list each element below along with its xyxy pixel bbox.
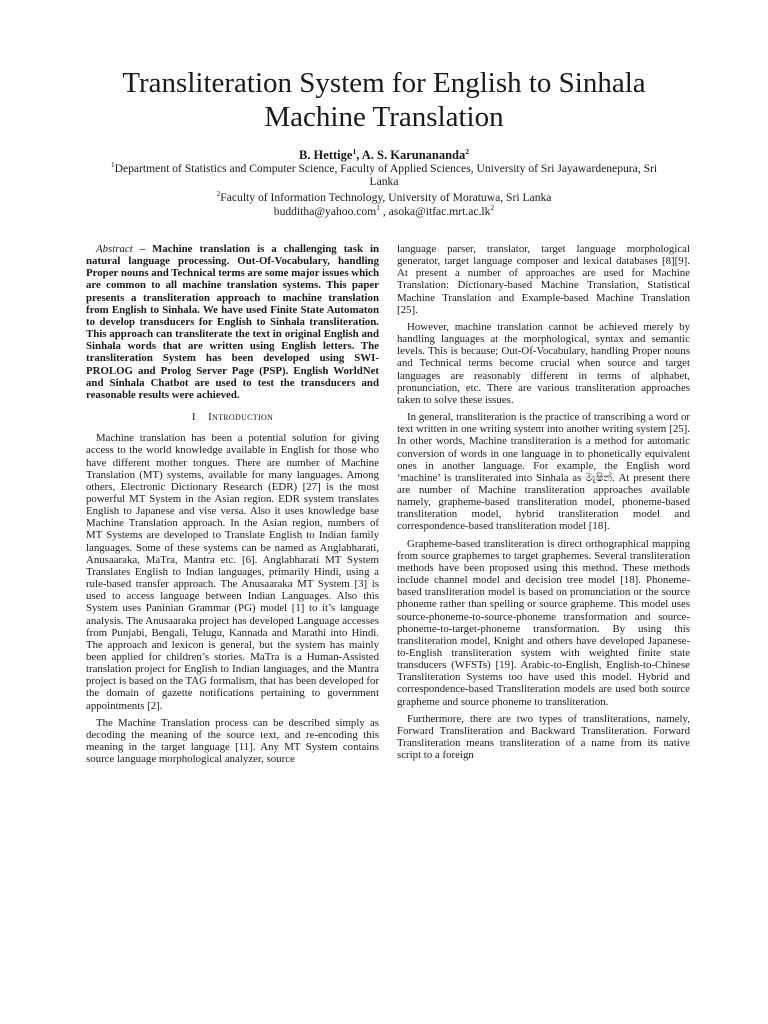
abstract-label: Abstract: [96, 243, 133, 255]
affiliation-2: [110, 191, 658, 204]
email-1: budditha@yahoo.com: [273, 205, 377, 218]
email-1-mark: 1: [376, 203, 380, 213]
body-paragraph: The Machine Translation process can be described simply as decoding the meaning of the source text, and re-encoding this meaning in the target language [11]. Any MT System contains source language morphological analyzer, source: [86, 716, 379, 766]
affiliation-2-text: Faculty of Information Technology, University of Moratuwa, Sri Lanka: [220, 191, 552, 204]
author-2: , A. S. Karunananda: [356, 148, 466, 162]
title-line-1: Transliteration System for English to Sinhala: [122, 67, 646, 99]
left-column: [86, 243, 379, 770]
body-paragraph: Grapheme-based transliteration is direct orthographical mapping from source graphemes to target graphemes. Several transliteration methods have been proposed using this method. These methods include channel model and decision tree model [18]. Phoneme-based transliteration model is based on pronunciation or the source phoneme rather than spelling or source grapheme. This model uses source-phoneme-to-source-phoneme transformation and source- phoneme-to-target-phoneme transformation. By using this transliteration model, Knight and others have developed Japanese-to-English transliteration system with weighted finite state transducers (WFSTs) [19]. Arabic-to-English, English-to-Chinese Transliteration Systems too have used this model. Hybrid and correspondence-based Transliteration models are used both source grapheme and source phoneme to transliteration.: [397, 537, 690, 708]
section-heading-introduction: [86, 411, 379, 423]
body-paragraph: In general, transliteration is the practice of transcribing a word or text written in one writing system into another writing system [25]. In other words, Machine transliteration is a method for automatic conversion of words in one language in to phonetically equivalent ones in another language. For example, the English word ‘machine’ is transliterated into Sinhala as මැෂින්. At present there are number of Machine transliteration approaches available namely, grapheme-based transliteration model, phoneme-based transliteration model, hybrid transliteration model and correspondence-based transliteration model [18].: [397, 411, 690, 533]
author-1: B. Hettige: [298, 148, 353, 162]
section-title: Introduction: [208, 411, 274, 424]
author-list: [60, 148, 708, 162]
body-paragraph: language parser, translator, target language morphological generator, target language composer and lexical databases [8][9]. At present a number of approaches are used for Machine Translation: Dictionary-based Machine Translation, Statistical Machine Translation and Example-based Machine Translation [25].: [397, 243, 690, 316]
author-emails: [110, 205, 658, 218]
affiliation-1: [110, 162, 658, 188]
affiliation-1-text: Department of Statistics and Computer Science, Faculty of Applied Sciences, University of Sri Jayawardenepura, Sri Lanka: [114, 162, 658, 189]
abstract: [86, 243, 379, 401]
author-2-affil-mark: 2: [465, 146, 470, 156]
affiliation-1-mark: 1: [110, 160, 115, 170]
affiliation-2-mark: 2: [216, 189, 221, 199]
email-2: , asoka@itfac.mrt.ac.lk: [379, 205, 491, 218]
email-2-mark: 2: [490, 203, 495, 213]
author-1-affil-mark: 1: [352, 146, 357, 156]
paper-title: [60, 66, 708, 134]
body-paragraph: However, machine translation cannot be achieved merely by handling languages at the morphological, syntax and semantic levels. This is because; Out-Of-Vocabulary, handling Proper nouns and Technical terms become crucial when source and target languages are reasonably different in terms of alphabet, pronunciation, etc. There are various transliteration approaches taken to solve these issues.: [397, 320, 690, 406]
abstract-text: – Machine translation is a challenging task in natural language processing. Out-Of-Vocabulary, handling Proper nouns and Technical terms are some major issues which are common to all machine translation systems. This paper presents a transliteration approach to machine translation from English to Sinhala. We have used Finite State Automaton to develop transducers for English to Sinhala transliteration. This approach can transliterate the text in original English and Sinhala words that are written using English letters. The transliteration System has been developed using SWI-PROLOG and Prolog Server Page (PSP). English WorldNet and Sinhala Chatbot are used to test the transducers and reasonable results were achieved.: [86, 243, 379, 401]
title-line-2: Machine Translation: [264, 101, 504, 133]
body-paragraph: Furthermore, there are two types of transliterations, namely, Forward Transliteration and Backward Transliteration. Forward Transliteration means transliteration of a name from its native script to a foreign: [397, 712, 690, 762]
right-column: [397, 243, 690, 766]
body-paragraph: Machine translation has been a potential solution for giving access to the world knowledge available in English for those who have different mother tongues. There are number of Machine Translation (MT) systems, available for many languages. Among others, Electronic Dictionary Research (EDR) [27] is the most powerful MT System in the Asian region. EDR system translates English to Japanese and vise versa. Also it uses knowledge base Machine Translation approach. In the Asian region, numbers of MT Systems are developed to Translate English to Indian family languages. Some of these systems can be named as Anglabharati, Anusaaraka, MaTra, Mantra etc. [6]. Anglabharati MT System Translates English to Indian languages, primarily Hindi, using a rule-based transfer approach. The Anusaaraka MT System [3] is used to access language between Indian Languages. Also this System uses Paninian Grammar (PG) model [1] to it’s language analysis. The Anusaaraka project has developed Language accesses from Punjabi, Bengali, Telugu, Kannada and Marathi into Hindi. The approach and lexicon is general, but the system has mainly been applied for children’s stories. MaTra is a Human-Assisted translation project for English to Indian languages, and the Mantra project is based on the TAG formalism, that has been developed for the domain of gazette notifications pertaining to government appointments [2].: [86, 432, 379, 712]
section-number: I: [191, 411, 196, 424]
